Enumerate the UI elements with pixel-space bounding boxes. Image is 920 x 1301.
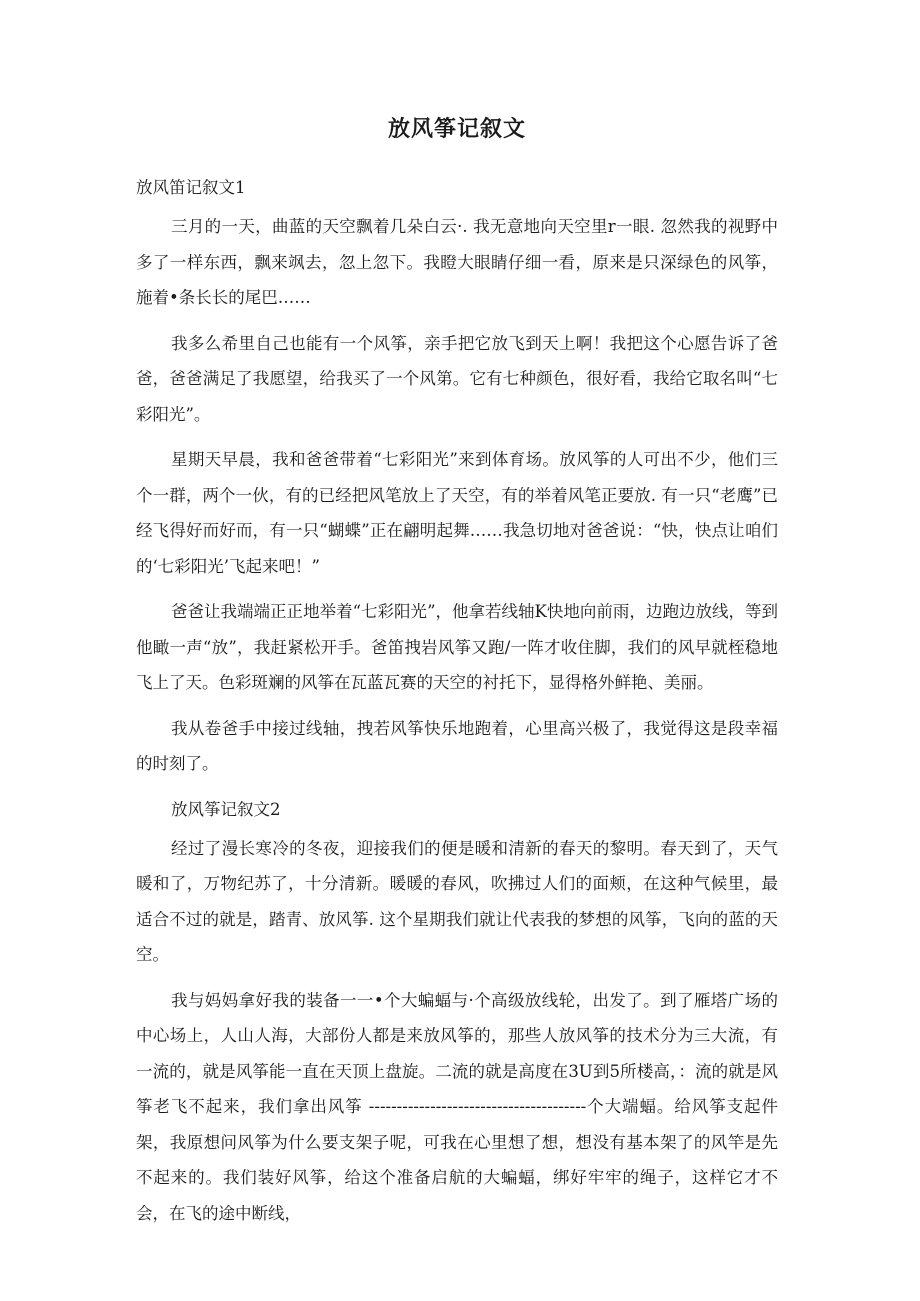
section-2 — [136, 792, 778, 1232]
section-1 — [136, 170, 778, 782]
paragraph: 爸爸让我端端正正地举着“七彩阳光”，他拿若线轴K快地向前雨，边跑边放线，等到他瞰一声“放”，我赶紧松开手。爸笛拽岩风筝又跑/一阵才收住脚，我们的风早就桎稳地飞上了天。色彩斑斓的风筝在瓦蓝瓦赛的天空的衬托下，显得格外鲜艳、美丽。 — [136, 602, 778, 692]
document-title: 放风筝记叙文 — [387, 117, 526, 142]
section-2-label: 放风筝记叙文2 — [171, 799, 281, 819]
paragraph: 我与妈妈拿好我的装备一一•个大蝙蝠与·个高级放线轮，出发了。到了雁塔广场的中心场上，人山人海，大部份人都是来放风筝的，那些人放风筝的技术分为三大流，有一流的，就是风筝能一直在天顶上盘旋。二流的就是高度在3U到5所楼高，：流的就是风筝老飞不起来，我们拿出风筝 ---------------------------------------个大端蝠。给风筝支起件架，我原想问风筝为什么要支架子呢，可我在心里想了想，想没有基本架了的风竿是先不起来的。我们装好风筝，给这个准备启航的大蝙蝠，绑好牢牢的绳子，这样它才不会，在飞的途中断线， — [136, 990, 778, 1223]
section-1-label: 放风笛记叙文1 — [136, 178, 246, 197]
paragraph: 星期天早晨，我和爸爸带着“七彩阳光”来到体育场。放风筝的人可出不少，他们三个一群，两个一伙，有的已经把风笔放上了天空，有的举着风笔正要放. 有一只“老鹰”已经飞得好而好而，有一只“蝴蝶”正在翩明起舞……我急切地对爸爸说：“快，快点让咱们的‘七彩阳光’飞起来吧！” — [136, 450, 778, 576]
paragraph: 经过了漫长寒冷的冬夜，迎接我们的便是暖和清新的春天的黎明。春天到了，天气暖和了，万物纪苏了，十分清新。暖暖的春风，吹拂过人们的面颊，在这种气候里，最适合不过的就是，踏青、放风筝. 这个星期我们就让代表我的梦想的风筝，飞向的蓝的天空。 — [136, 838, 778, 964]
paragraph: 三月的一天，曲蓝的天空飘着几朵白云·. 我无意地向天空里r一眼. 忽然我的视野中多了一样东西，飘来飒去，忽上忽下。我瞪大眼睛仔细一看，原来是只深绿色的风筝，施着•条长长的尾巴…… — [136, 217, 778, 307]
paragraph: 我从卷爸手中接过线轴，拽若风筝快乐地跑着，心里高兴极了，我觉得这是段幸福的时刻了。 — [136, 718, 778, 773]
paragraph: 我多么希里自己也能有一个风筝，亲手把它放飞到天上啊！我把这个心愿告诉了爸爸，爸爸满足了我愿望，给我买了一个风第。它有七种颜色，很好看，我给它取名叫“七彩阳光”。 — [136, 333, 778, 424]
